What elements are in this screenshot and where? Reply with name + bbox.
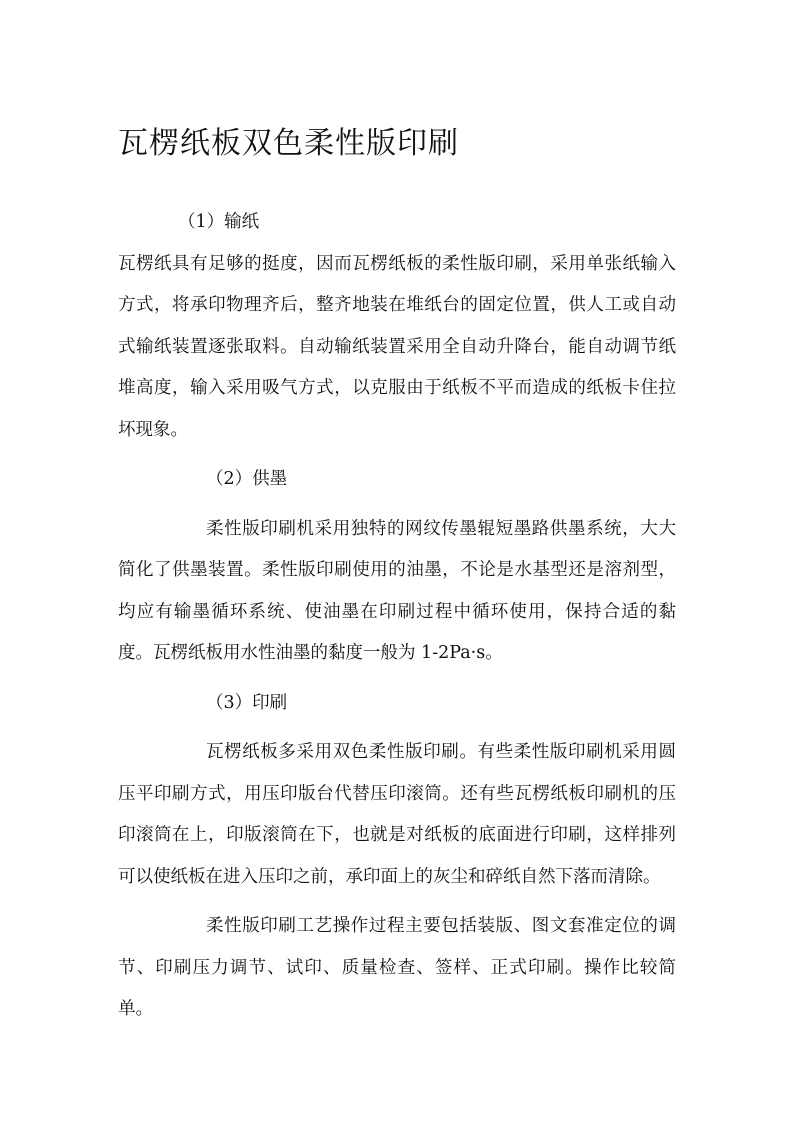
section-heading-feed: （1）输纸	[178, 212, 260, 232]
document-title: 瓦楞纸板双色柔性版印刷	[118, 126, 459, 161]
paragraph-ink: 柔性版印刷机采用独特的网纹传墨辊短墨路供墨系统，大大简化了供墨装置。柔性版印刷使用的油墨，不论是水基型还是溶剂型，均应有输墨循环系统、使油墨在印刷过程中循环使用，保持合适的黏度。瓦楞纸板用水性油墨的黏度一般为 1-2Pa·s。	[118, 518, 676, 663]
section-heading-ink: （2）供墨	[206, 469, 288, 489]
paragraph-process: 柔性版印刷工艺操作过程主要包括装版、图文套准定位的调节、印刷压力调节、试印、质量检查、签样、正式印刷。操作比较简单。	[118, 916, 676, 1019]
paragraph-feed: 瓦楞纸具有足够的挺度，因而瓦楞纸板的柔性版印刷，采用单张纸输入方式，将承印物理齐后，整齐地装在堆纸台的固定位置，供人工或自动式输纸装置逐张取料。自动输纸装置采用全自动升降台，能自动调节纸堆高度，输入采用吸气方式，以克服由于纸板不平而造成的纸板卡住拉坏现象。	[118, 253, 676, 440]
section-heading-print: （3）印刷	[206, 692, 288, 713]
paragraph-print: 瓦楞纸板多采用双色柔性版印刷。有些柔性版印刷机采用圆压平印刷方式，用压印版台代替压印滚筒。还有些瓦楞纸板印刷机的压印滚筒在上，印版滚筒在下，也就是对纸板的底面进行印刷，这样排列可以使纸板在进入压印之前，承印面上的灰尘和碎纸自然下落而清除。	[118, 742, 676, 887]
